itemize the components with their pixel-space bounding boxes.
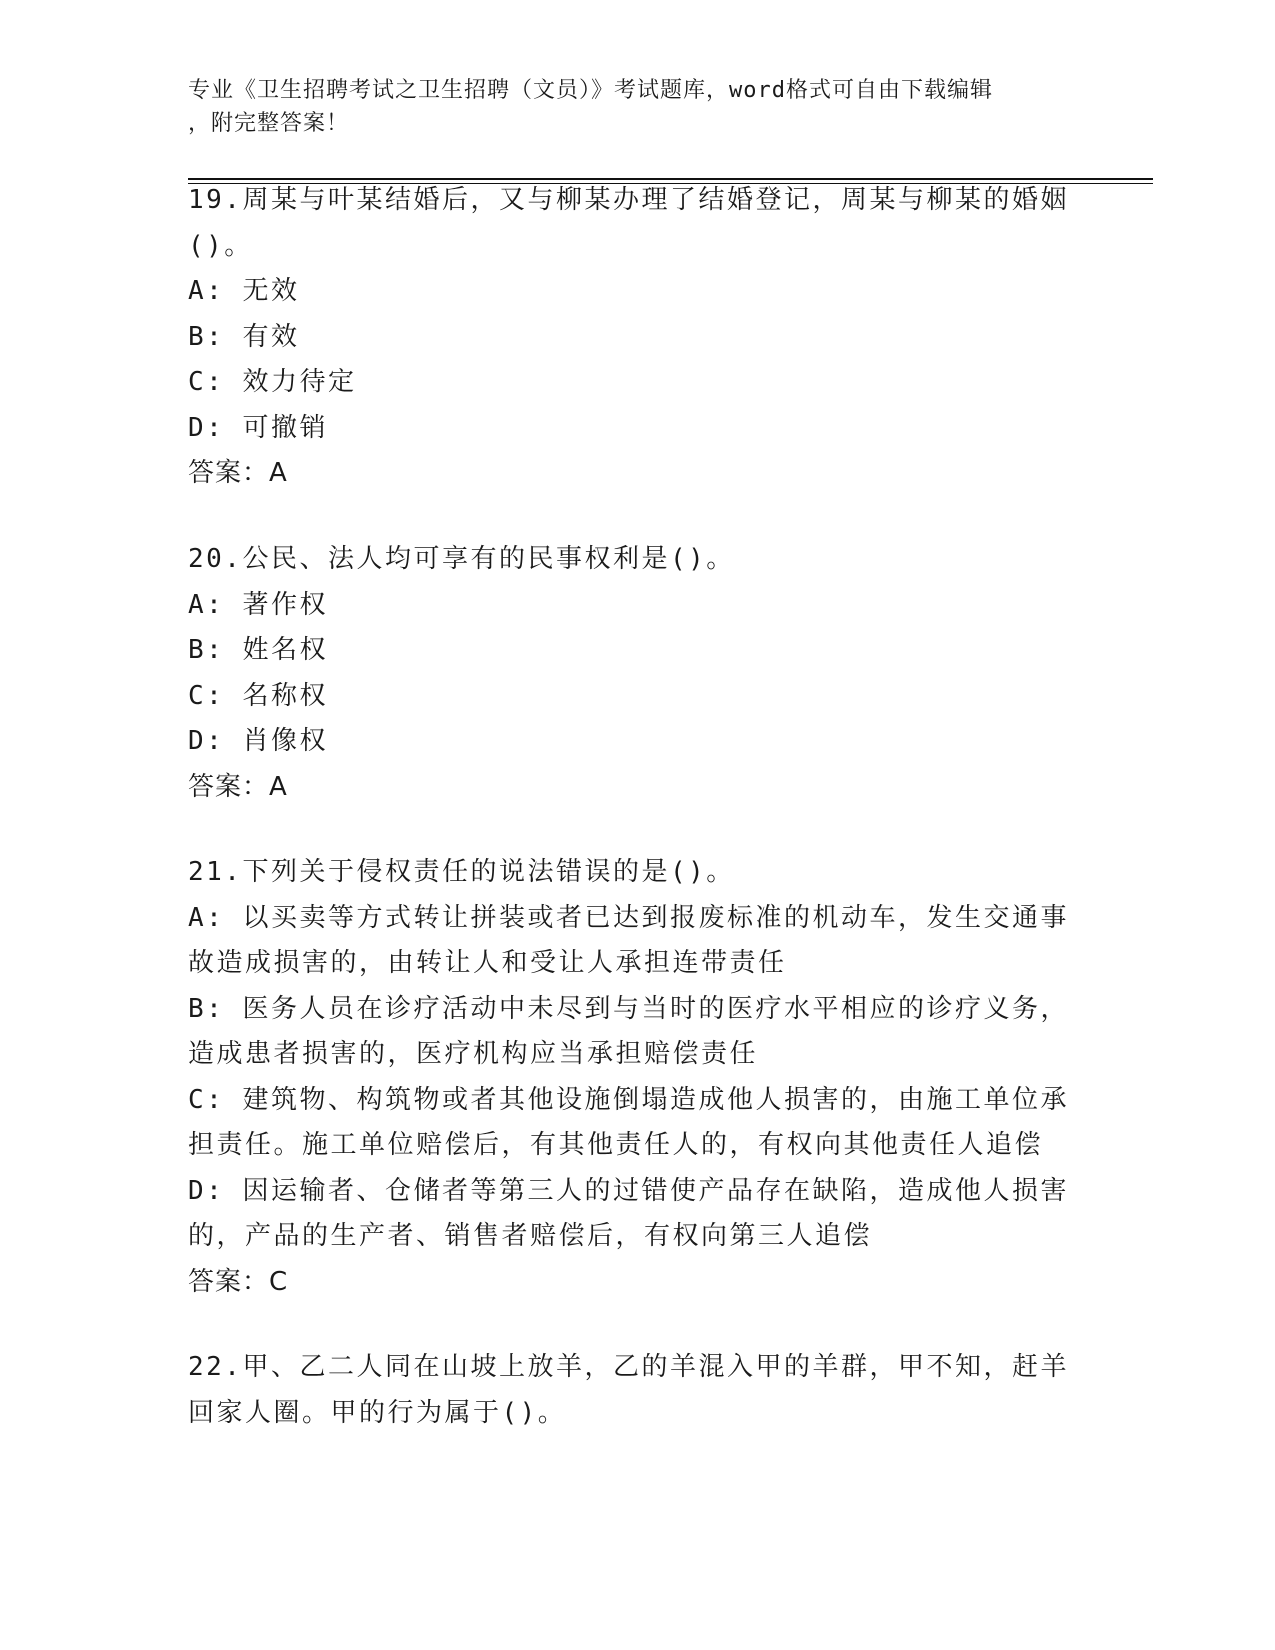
option-c: C: 名称权 — [188, 680, 328, 711]
option-b: B: 姓名权 — [188, 635, 328, 665]
answer-line: 答案：A — [188, 458, 288, 488]
header-line-1: 专业《卫生招聘考试之卫生招聘（文员）》考试题库，word格式可自由下载编辑 — [188, 78, 993, 103]
question-stem-line: 20.公民、法人均可享有的民事权利是()。 — [188, 544, 735, 574]
question-stem-line: 21.下列关于侵权责任的说法错误的是()。 — [188, 857, 735, 887]
answer-line: 答案：A — [188, 771, 288, 802]
option-b-continued: 造成患者损害的，医疗机构应当承担赔偿责任 — [188, 1039, 759, 1069]
option-c: C: 效力待定 — [188, 367, 357, 397]
question-stem-line: 19.周某与叶某结婚后，又与柳某办理了结婚登记，周某与柳某的婚姻 — [188, 185, 1069, 215]
option-b: B: 医务人员在诊疗活动中未尽到与当时的医疗水平相应的诊疗义务， — [188, 993, 1069, 1024]
option-d: D: 因运输者、仓储者等第三人的过错使产品存在缺陷，造成他人损害 — [188, 1175, 1069, 1206]
question-20 — [188, 537, 1088, 810]
option-d-continued: 的，产品的生产者、销售者赔偿后，有权向第三人追偿 — [188, 1221, 873, 1251]
document-header — [188, 74, 1068, 140]
header-line-2: ，附完整答案！ — [188, 111, 350, 136]
question-19 — [188, 178, 1088, 497]
question-stem-line: ()。 — [188, 230, 253, 261]
answer-line: 答案：C — [188, 1266, 289, 1297]
option-b: B: 有效 — [188, 321, 300, 352]
question-stem-line: 回家人圈。甲的行为属于()。 — [188, 1397, 567, 1428]
option-a: A: 无效 — [188, 276, 300, 306]
question-21 — [188, 850, 1088, 1305]
option-a: A: 以买卖等方式转让拼装或者已达到报废标准的机动车，发生交通事 — [188, 902, 1069, 933]
option-a: A: 著作权 — [188, 589, 328, 620]
option-d: D: 可撤销 — [188, 412, 328, 443]
option-c-continued: 担责任。施工单位赔偿后，有其他责任人的，有权向其他责任人追偿 — [188, 1130, 1044, 1160]
question-22 — [188, 1345, 1088, 1436]
question-stem-line: 22.甲、乙二人同在山坡上放羊，乙的羊混入甲的羊群，甲不知，赶羊 — [188, 1352, 1069, 1382]
option-d: D: 肖像权 — [188, 726, 328, 756]
option-c: C: 建筑物、构筑物或者其他设施倒塌造成他人损害的，由施工单位承 — [188, 1084, 1069, 1115]
option-a-continued: 故造成损害的，由转让人和受让人承担连带责任 — [188, 948, 787, 978]
